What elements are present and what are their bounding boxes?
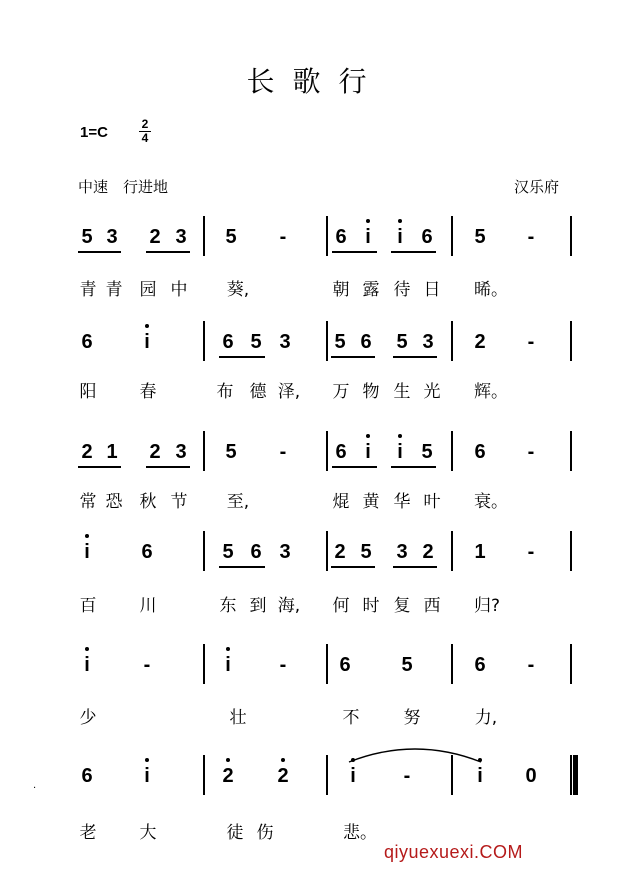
lyric-char: 生 [393,382,411,402]
note: 2 [149,226,161,248]
note: 6 [360,331,372,353]
note: 5 [421,441,433,463]
lyric-char: 至, [226,492,250,512]
lyric-char: 葵, [226,280,250,300]
eighth-underline [393,356,437,358]
eighth-underline [332,251,377,253]
lyric-char: 节 [170,492,188,512]
lyric-char: 恐 [105,492,123,512]
high-octave-dot [281,758,285,762]
bar-line [203,321,205,361]
note: i [84,654,90,676]
lyric-char: 少 [79,708,97,728]
dash-note: - [527,331,535,353]
eighth-underline [146,466,190,468]
tie-arc [345,742,485,766]
lyric-char: 悲。 [343,823,377,843]
bar-line [451,644,453,684]
lyric-char: 到 [249,596,267,616]
lyric-char: 日 [423,280,441,300]
dash-note: - [279,654,287,676]
eighth-underline [219,566,265,568]
bar-line [203,755,205,795]
note: 2 [149,441,161,463]
note: 2 [474,331,486,353]
note: 3 [422,331,434,353]
lyric-char: 光 [423,382,441,402]
dash-note: - [143,654,151,676]
bar-line [203,431,205,471]
lyric-char: 徒 [226,823,244,843]
time-signature-bottom: 4 [141,131,149,145]
high-octave-dot [366,434,370,438]
note: 5 [250,331,262,353]
note: 3 [279,541,291,563]
lyric-char: 大 [139,823,157,843]
note: i [477,765,483,787]
high-octave-dot [226,758,230,762]
note: 5 [225,441,237,463]
note: 3 [279,331,291,353]
note: 6 [474,441,486,463]
lyric-char: 东 [219,596,237,616]
eighth-underline [331,356,375,358]
note: 5 [334,331,346,353]
lyric-char: 复 [393,596,411,616]
eighth-underline [393,566,437,568]
lyric-char: 老 [79,823,97,843]
note: 2 [277,765,289,787]
key-signature: 1=C [80,124,108,141]
lyric-char: 青 [79,280,97,300]
dash-note: - [527,226,535,248]
margin-dot: · [33,783,37,794]
lyric-char: 衰。 [474,492,508,512]
lyric-char: 川 [139,596,157,616]
eighth-underline [78,251,121,253]
lyric-char: 德 [249,382,267,402]
lyric-char: 时 [362,596,380,616]
note: 5 [81,226,93,248]
lyric-char: 中 [170,280,188,300]
time-signature-top: 2 [141,117,149,131]
dash-note: - [527,654,535,676]
note: 3 [106,226,118,248]
lyric-char: 常 [79,492,97,512]
lyric-char: 焜 [332,492,350,512]
bar-line [451,216,453,256]
note: 6 [335,226,347,248]
note: 2 [222,765,234,787]
eighth-underline [78,466,121,468]
lyric-char: 青 [105,280,123,300]
lyric-char: 春 [139,382,157,402]
note: 5 [222,541,234,563]
high-octave-dot [366,219,370,223]
lyric-char: 泽, [277,382,301,402]
lyric-char: 百 [79,596,97,616]
high-octave-dot [85,534,89,538]
note: i [225,654,231,676]
bar-line [570,644,572,684]
note: 6 [474,654,486,676]
note: 6 [339,654,351,676]
bar-line [326,755,328,795]
note: 5 [225,226,237,248]
bar-line [570,531,572,571]
lyric-char: 力, [474,708,498,728]
bar-line [451,531,453,571]
eighth-underline [391,251,436,253]
note: 3 [175,441,187,463]
lyric-char: 物 [362,382,380,402]
note: i [144,331,150,353]
high-octave-dot [226,647,230,651]
note: i [144,765,150,787]
lyric-char: 晞。 [474,280,508,300]
eighth-underline [219,356,265,358]
eighth-underline [391,466,436,468]
note: 1 [474,541,486,563]
note: 6 [81,331,93,353]
lyric-char: 待 [393,280,411,300]
lyric-char: 壮 [229,708,247,728]
bar-line [326,644,328,684]
dash-note: - [279,441,287,463]
time-signature [138,118,152,145]
note: 3 [175,226,187,248]
eighth-underline [331,566,375,568]
bar-line [326,216,328,256]
bar-line [570,431,572,471]
note: 2 [334,541,346,563]
bar-line [570,216,572,256]
note: 5 [360,541,372,563]
note: i [397,441,403,463]
note: 5 [401,654,413,676]
lyric-char: 西 [423,596,441,616]
rest-note: 0 [525,765,537,787]
note: i [397,226,403,248]
lyric-char: 努 [403,708,421,728]
song-source: 汉乐府 [514,178,560,196]
lyric-char: 叶 [423,492,441,512]
note: 1 [106,441,118,463]
high-octave-dot [85,647,89,651]
final-bar-line [573,755,578,795]
note: 6 [81,765,93,787]
high-octave-dot [398,219,402,223]
lyric-char: 不 [342,708,360,728]
high-octave-dot [398,434,402,438]
dash-note: - [279,226,287,248]
note: i [84,541,90,563]
note: 6 [222,331,234,353]
bar-line [570,755,572,795]
note: 6 [335,441,347,463]
lyric-char: 何 [332,596,350,616]
dash-note: - [403,765,411,787]
lyric-char: 露 [362,280,380,300]
note: i [365,226,371,248]
tempo-marking: 中速 行进地 [78,178,169,196]
eighth-underline [332,466,377,468]
bar-line [326,431,328,471]
lyric-char: 园 [139,280,157,300]
note: 5 [474,226,486,248]
note: 2 [81,441,93,463]
note: 6 [250,541,262,563]
bar-line [451,321,453,361]
high-octave-dot [145,758,149,762]
note: 2 [422,541,434,563]
note: 3 [396,541,408,563]
lyric-char: 归? [474,596,501,616]
bar-line [203,216,205,256]
lyric-char: 万 [332,382,350,402]
lyric-char: 布 [216,382,234,402]
lyric-char: 海, [277,596,301,616]
note: 6 [141,541,153,563]
note: i [350,765,356,787]
lyric-char: 阳 [79,382,97,402]
lyric-char: 秋 [139,492,157,512]
bar-line [570,321,572,361]
dash-note: - [527,541,535,563]
note: 6 [421,226,433,248]
high-octave-dot [145,324,149,328]
bar-line [203,531,205,571]
lyric-char: 黄 [362,492,380,512]
lyric-char: 朝 [332,280,350,300]
note: i [365,441,371,463]
bar-line [203,644,205,684]
dash-note: - [527,441,535,463]
lyric-char: 华 [393,492,411,512]
lyric-char: 伤 [256,823,274,843]
bar-line [451,431,453,471]
watermark: qiyuexuexi.COM [384,842,524,862]
eighth-underline [146,251,190,253]
lyric-char: 辉。 [474,382,508,402]
note: 5 [396,331,408,353]
song-title: 长歌行 [246,65,385,98]
